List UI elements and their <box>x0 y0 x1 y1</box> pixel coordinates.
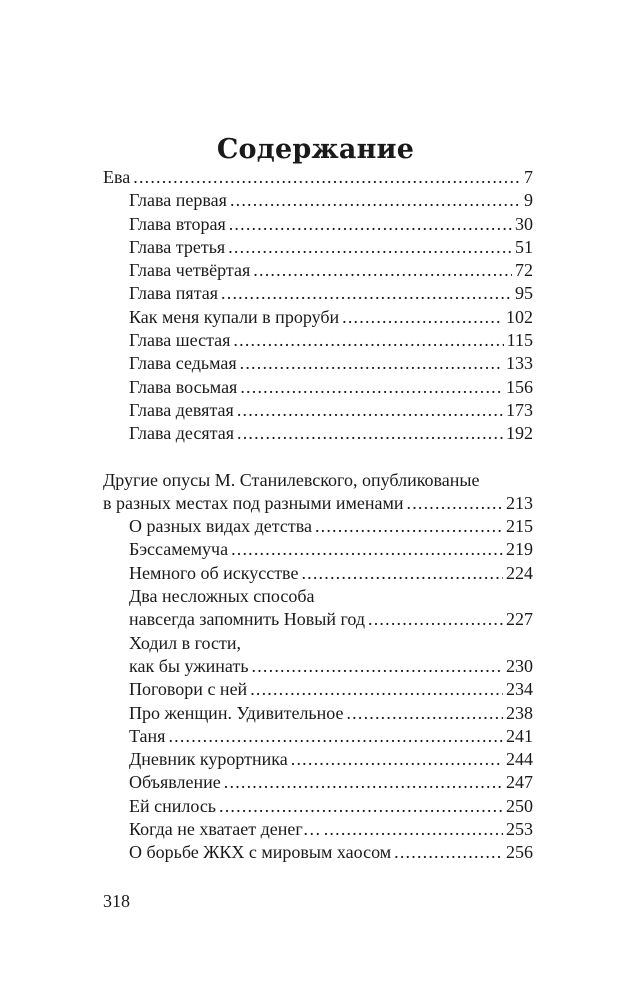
toc-entry-page: 247 <box>506 772 533 793</box>
toc-entry-page: 9 <box>524 190 533 211</box>
toc-entry-page: 256 <box>506 842 533 863</box>
toc-entry[interactable] <box>103 329 533 352</box>
toc-entry-label: Глава пятая <box>129 283 219 304</box>
toc-entry-page: 215 <box>506 516 533 537</box>
dot-leader <box>324 818 503 841</box>
dot-leader <box>233 329 503 352</box>
dot-leader <box>346 702 503 725</box>
toc-entry-page: 213 <box>506 492 533 513</box>
toc-entry-label: Ей снилось <box>129 795 217 816</box>
toc-entry[interactable] <box>103 236 533 259</box>
toc-entry[interactable] <box>103 282 533 305</box>
dot-leader <box>237 422 503 445</box>
toc-entry-label: Глава девятая <box>129 399 234 420</box>
dot-leader <box>250 678 503 701</box>
dot-leader <box>231 538 503 561</box>
toc-entry-label: Глава шестая <box>129 330 231 351</box>
toc-entry[interactable] <box>103 376 533 399</box>
toc-entry-page: 72 <box>515 260 533 281</box>
dot-leader <box>394 841 503 864</box>
toc-entry-page: 51 <box>515 236 533 257</box>
toc-entry-page: 230 <box>506 655 533 676</box>
toc-entry-page: 156 <box>506 376 533 397</box>
section-gap <box>103 446 533 469</box>
toc-entry[interactable] <box>103 189 533 212</box>
toc-entry-label: Глава первая <box>129 190 227 211</box>
toc-entry-page: 133 <box>506 353 533 374</box>
toc-entry-page: 227 <box>506 609 533 630</box>
toc-entry-label: Ева <box>103 167 131 187</box>
toc-entry-page: 250 <box>506 795 533 816</box>
toc-entry-label: Глава вторая <box>129 213 226 234</box>
toc-entry[interactable] <box>103 841 533 864</box>
toc-entry-page: 253 <box>506 819 533 840</box>
dot-leader <box>168 725 503 748</box>
toc-entry[interactable] <box>103 655 533 678</box>
page-number: 318 <box>103 891 130 911</box>
toc-entry[interactable] <box>103 748 533 771</box>
dot-leader <box>133 166 521 189</box>
toc-entry-label: Глава десятая <box>129 423 234 444</box>
dot-leader <box>301 562 503 585</box>
toc-entry-label: в разных местах под разными именами <box>103 492 404 513</box>
toc-entry-page: 241 <box>506 725 533 746</box>
toc-entry-label-line1: Два несложных способа <box>129 586 315 607</box>
toc-entry-label: Немного об искусстве <box>129 562 299 583</box>
page-title: Содержание <box>216 134 415 165</box>
toc-entry[interactable] <box>103 213 533 236</box>
toc-entry-label: О разных видах детства <box>129 516 312 537</box>
toc-entry-label: навсегда запомнить Новый год <box>129 609 366 630</box>
table-of-contents <box>103 166 533 865</box>
toc-entry[interactable] <box>103 538 533 561</box>
dot-leader <box>253 259 512 282</box>
toc-entry-label: Глава четвёртая <box>129 260 251 281</box>
toc-entry[interactable] <box>103 608 533 631</box>
toc-entry-label: Бэссамемуча <box>129 539 229 560</box>
toc-entry[interactable] <box>103 795 533 818</box>
toc-entry[interactable] <box>103 399 533 422</box>
dot-leader <box>291 748 503 771</box>
dot-leader <box>368 608 503 631</box>
toc-entry[interactable] <box>103 771 533 794</box>
dot-leader <box>221 282 512 305</box>
toc-entry[interactable] <box>103 702 533 725</box>
toc-entry-eva[interactable] <box>103 166 533 189</box>
toc-entry-label: как бы ужинать <box>129 655 249 676</box>
dot-leader <box>219 795 503 818</box>
toc-entry-other-opuses[interactable] <box>103 492 533 515</box>
toc-entry-label: Таня <box>129 725 166 746</box>
toc-entry-label-line1: Другие опусы М. Станилевского, опубликованые <box>103 469 480 490</box>
dot-leader <box>229 213 512 236</box>
toc-entry-label: Глава третья <box>129 236 226 257</box>
toc-entry-page: 244 <box>506 749 533 770</box>
toc-entry-page: 224 <box>506 562 533 583</box>
toc-entry-label: Поговори с ней <box>129 679 248 700</box>
toc-entry-label: Как меня купали в проруби <box>129 306 340 327</box>
toc-entry-label: Глава восьмая <box>129 376 238 397</box>
toc-entry-page: 115 <box>506 330 533 351</box>
dot-leader <box>315 515 503 538</box>
toc-entry-page: 192 <box>506 423 533 444</box>
toc-entry[interactable] <box>103 259 533 282</box>
dot-leader <box>230 189 521 212</box>
dot-leader <box>240 352 503 375</box>
toc-entry[interactable] <box>103 725 533 748</box>
toc-entry[interactable] <box>103 352 533 375</box>
toc-entry-page: 238 <box>506 702 533 723</box>
toc-entry-label: Про женщин. Удивительное <box>129 702 344 723</box>
toc-entry-page: 95 <box>515 283 533 304</box>
dot-leader <box>224 771 503 794</box>
toc-entry-page: 30 <box>515 213 533 234</box>
toc-entry[interactable] <box>103 678 533 701</box>
dot-leader <box>228 236 512 259</box>
toc-entry-label: Дневник курортника <box>129 749 288 770</box>
toc-entry-label-line1: Ходил в гости, <box>129 632 241 653</box>
toc-entry-label: О борьбе ЖКХ с мировым хаосом <box>129 842 392 863</box>
toc-entry[interactable] <box>103 306 533 329</box>
toc-entry[interactable] <box>103 818 533 841</box>
toc-entry-page: 234 <box>506 679 533 700</box>
toc-entry-label: Глава седьмая <box>129 353 237 374</box>
toc-entry-label: Когда не хватает денег… <box>129 819 321 840</box>
toc-entry[interactable] <box>103 562 533 585</box>
dot-leader <box>342 306 503 329</box>
toc-entry-page: 219 <box>506 539 533 560</box>
dot-leader <box>252 655 503 678</box>
dot-leader <box>237 399 503 422</box>
toc-entry-page: 7 <box>524 167 533 187</box>
toc-entry[interactable] <box>103 422 533 445</box>
dot-leader <box>240 376 503 399</box>
toc-entry[interactable] <box>103 515 533 538</box>
toc-entry-page: 102 <box>506 306 533 327</box>
dot-leader <box>407 492 504 515</box>
toc-entry-page: 173 <box>506 399 533 420</box>
toc-entry-label: Объявление <box>129 772 221 793</box>
